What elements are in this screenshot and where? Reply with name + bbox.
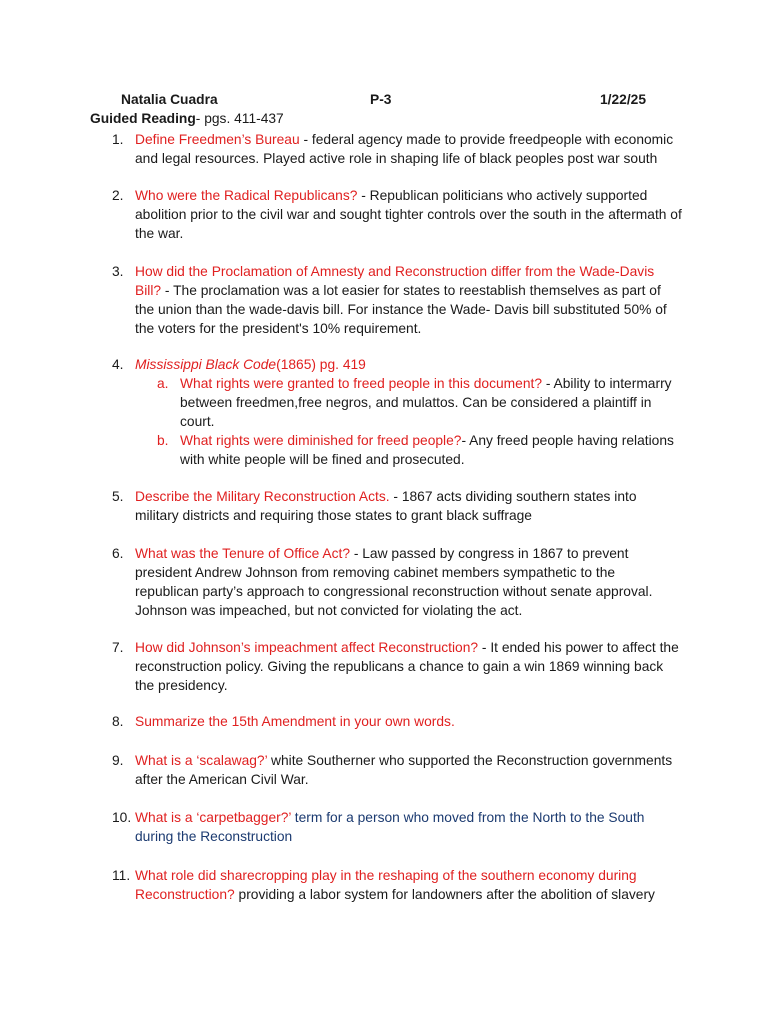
- question-text: Define Freedmen’s Bureau: [135, 132, 300, 147]
- question-text: What is a ‘carpetbagger?’: [135, 810, 291, 825]
- question-text: Who were the Radical Republicans?: [135, 188, 358, 203]
- answer-text: providing a labor system for landowners after the abolition of slavery: [234, 887, 655, 902]
- question-item-6: [112, 544, 682, 620]
- question-text: How did the Proclamation of Amnesty and Reconstruction differ from the Wade-Davis Bill?: [135, 264, 655, 298]
- page-range: - pgs. 411-437: [195, 111, 284, 126]
- answer-text: - Republican politicians who actively supported abolition prior to the civil war and sought tighter controls over the south in the aftermath of the war.: [135, 188, 682, 241]
- question-item-2: [112, 186, 682, 243]
- assignment-title: [90, 111, 284, 126]
- question-text: What was the Tenure of Office Act?: [135, 546, 350, 561]
- item-number: 8.: [112, 714, 124, 729]
- item-number: 7.: [112, 640, 124, 655]
- answer-text: term for a person who moved from the North to the South during the Reconstruction: [135, 810, 645, 844]
- question-item-4: [112, 355, 682, 469]
- question-text: What role did sharecropping play in the reshaping of the southern economy during Reconstruction?: [135, 868, 637, 902]
- sub-item-letter: a.: [157, 376, 169, 391]
- question-text: Describe the Military Reconstruction Acts.: [135, 489, 390, 504]
- question-item-7: [112, 638, 682, 695]
- question-text: How did Johnson’s impeachment affect Reconstruction?: [135, 640, 479, 655]
- document-reference: (1865) pg. 419: [276, 357, 366, 372]
- document-title: Mississippi Black Code: [135, 357, 277, 372]
- question-text: What rights were diminished for freed people?: [180, 433, 462, 448]
- answer-text: - Law passed by congress in 1867 to prevent president Andrew Johnson from removing cabinet members sympathetic to the republican party’s approach to congressional reconstruction without senate approval. Johnson was impeached, but not convicted for violating the act.: [135, 546, 653, 618]
- sub-item-letter: b.: [157, 433, 169, 448]
- question-text: What is a ‘scalawag?’: [135, 753, 268, 768]
- item-number: 9.: [112, 753, 124, 768]
- item-number: 11.: [112, 868, 131, 883]
- item-number: 10.: [112, 810, 132, 825]
- answer-text: - The proclamation was a lot easier for states to reestablish themselves as part of the union than the wade-davis bill. For instance the Wade- Davis bill substituted 50% of the voters for the president's 10% requirement.: [135, 283, 667, 336]
- item-number: 1.: [112, 132, 124, 147]
- item-number: 3.: [112, 264, 124, 279]
- sub-question-a: [135, 374, 682, 431]
- question-item-8: [112, 712, 682, 731]
- item-number: 4.: [112, 357, 124, 372]
- answer-text: white Southerner who supported the Reconstruction governments after the American Civil War.: [135, 753, 673, 787]
- item-number: 5.: [112, 489, 124, 504]
- answer-text: - It ended his power to affect the reconstruction policy. Giving the republicans a chance to gain a win 1869 winning back the presidency.: [135, 640, 679, 693]
- student-name: Natalia Cuadra: [121, 92, 218, 107]
- answer-text: - 1867 acts dividing southern states into military districts and requiring those states to grant black suffrage: [135, 489, 637, 523]
- question-text: Summarize the 15th Amendment in your own words.: [135, 714, 455, 729]
- item-number: 6.: [112, 546, 124, 561]
- answer-text: - Any freed people having relations with white people will be fined and prosecuted.: [180, 433, 674, 467]
- answer-text: - Ability to intermarry between freedmen,free negros, and mulattos. Can be considered a plaintiff in court.: [180, 376, 672, 429]
- question-item-1: [112, 130, 682, 168]
- question-item-11: [112, 866, 682, 904]
- class-period: P-3: [370, 92, 392, 107]
- question-item-9: [112, 751, 682, 789]
- question-text: What rights were granted to freed people in this document?: [180, 376, 542, 391]
- sub-question-b: [135, 431, 682, 469]
- answer-text: - federal agency made to provide freedpeople with economic and legal resources. Played active role in shaping life of black peoples post war south: [135, 132, 674, 166]
- assignment-date: 1/22/25: [600, 92, 647, 107]
- question-item-3: [112, 262, 682, 338]
- question-item-5: [112, 487, 682, 525]
- question-item-10: [112, 808, 682, 846]
- item-number: 2.: [112, 188, 124, 203]
- assignment-label: Guided Reading: [90, 111, 196, 126]
